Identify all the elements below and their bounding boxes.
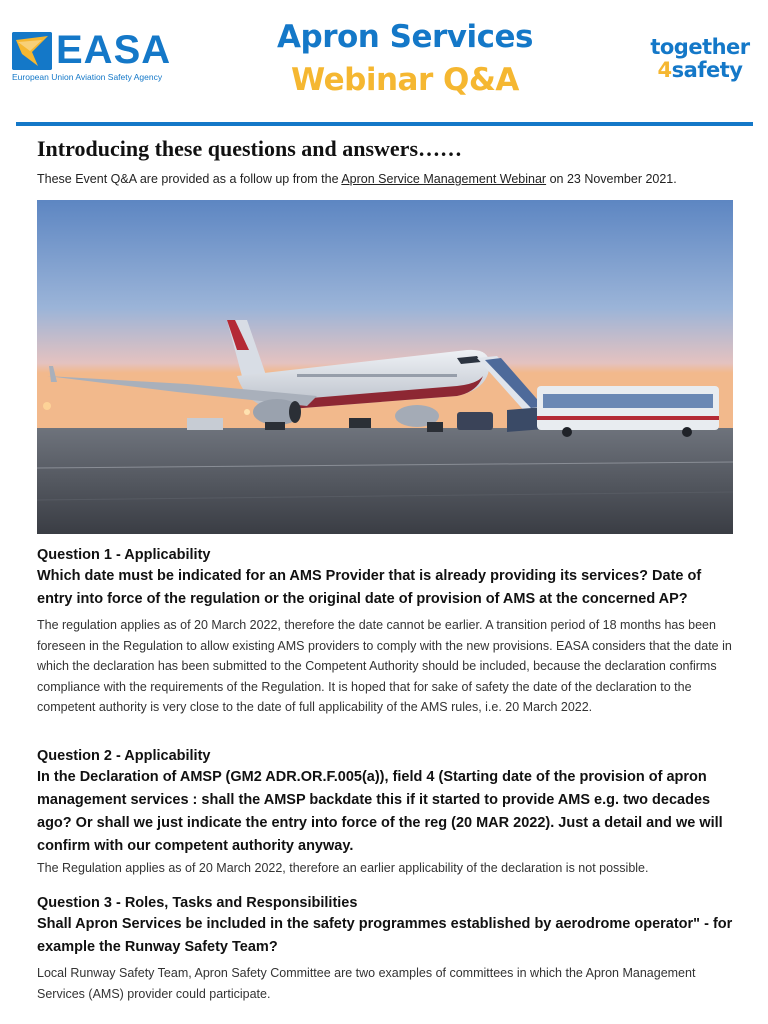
easa-wordmark: EASA bbox=[56, 28, 172, 72]
question-2-text: In the Declaration of AMSP (GM2 ADR.OR.F.005(a)), field 4 (Starting date of the provision of apron management services : shall the AMSP backdate this if it started to provide AMS e.g. two decades ago? Or shall we just indicate the entry into force of the reg (20 MAR 2022). Just a detail and we will confirm with our competent authority anyway. bbox=[37, 769, 723, 854]
easa-logo bbox=[12, 28, 172, 84]
question-2-label: Question 2 - Applicability bbox=[37, 748, 211, 764]
question-block-2 bbox=[37, 746, 737, 879]
document-title bbox=[200, 18, 610, 100]
question-3-label: Question 3 - Roles, Tasks and Responsibilities bbox=[37, 895, 358, 911]
tagline-digit: 4 bbox=[657, 58, 672, 82]
tagline-4safety bbox=[640, 59, 760, 82]
question-block-3 bbox=[37, 893, 737, 1004]
tagline-safety: safety bbox=[671, 58, 743, 82]
intro-text-before: These Event Q&A are provided as a follow up from the bbox=[37, 172, 342, 186]
header-divider bbox=[16, 122, 753, 126]
airplane-apron-photo bbox=[37, 200, 733, 534]
title-apron-services: Apron Services bbox=[277, 19, 533, 55]
answer-1-text: The regulation applies as of 20 March 2022, therefore the date cannot be earlier. A transition period of 18 months has been foreseen in the Regulation to allow existing AMS providers to comply with the new provisions. EASA considers that the date in which the declaration has been submitted to the Competent Authority should be included, because the declaration confirms compliance with the requirements of the Regulation. It is hoped that for sake of safety the date of the declaration to the competent authority is very close to the date of full applicability of the AMS rules, i.e. 20 March 2022. bbox=[37, 618, 732, 714]
question-3-text: Shall Apron Services be included in the safety programmes established by aerodrome operator" - for example the Runway Safety Team? bbox=[37, 916, 733, 955]
page-header bbox=[0, 0, 768, 124]
question-1-label: Question 1 - Applicability bbox=[37, 547, 211, 563]
answer-2-text: The Regulation applies as of 20 March 2022, therefore an earlier applicability of the declaration is not possible. bbox=[37, 861, 649, 875]
question-block-1 bbox=[37, 545, 737, 718]
together4safety-logo bbox=[640, 36, 760, 82]
tagline-together: together bbox=[650, 35, 750, 59]
easa-wing-icon bbox=[12, 32, 52, 70]
answer-3-text: Local Runway Safety Team, Apron Safety Committee are two examples of committees in which the Apron Management Services (AMS) provider could participate. bbox=[37, 966, 696, 1001]
easa-agency-name: European Union Aviation Safety Agency bbox=[12, 72, 163, 82]
webinar-link[interactable]: Apron Service Management Webinar bbox=[341, 172, 547, 186]
title-webinar-qa: Webinar Q&A bbox=[291, 62, 519, 98]
intro-paragraph bbox=[37, 172, 677, 186]
intro-text-after: on 23 November 2021. bbox=[546, 172, 677, 186]
question-1-text: Which date must be indicated for an AMS Provider that is already providing its services? Date of entry into force of the regulation or the original date of provision of AMS at the concerned AP? bbox=[37, 568, 702, 607]
intro-heading: Introducing these questions and answers…… bbox=[37, 136, 463, 161]
